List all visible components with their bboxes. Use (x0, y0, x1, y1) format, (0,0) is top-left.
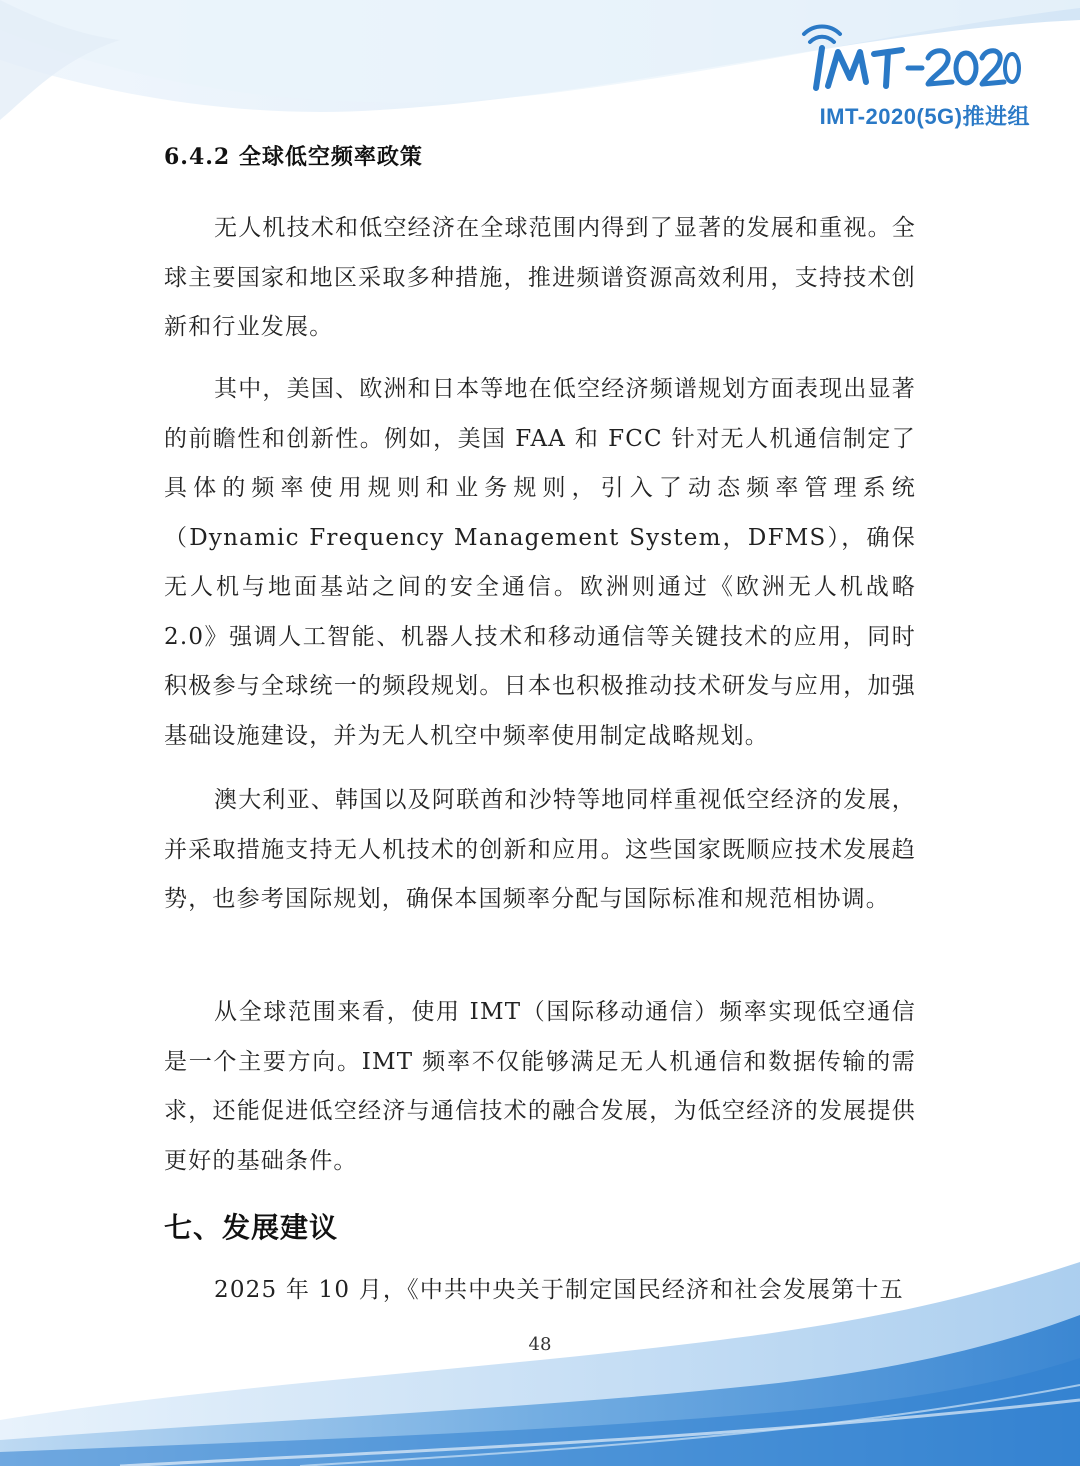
org-name: IMT-2020(5G)推进组 (819, 104, 1030, 129)
header-logo (770, 18, 1030, 138)
imt-2020-wifi-logo-icon (794, 18, 1022, 96)
paragraph-2: 其中，美国、欧洲和日本等地在低空经济频谱规划方面表现出显著的前瞻性和创新性。例如，美国 FAA 和 FCC 针对无人机通信制定了具体的频率使用规则和业务规则，引入了动态频率管理系统（Dynamic Frequency Management System，DFMS），确保无人机与地面基站之间的安全通信。欧洲则通过《欧洲无人机战略 2.0》强调人工智能、机器人技术和移动通信等关键技术的应用，同时积极参与全球统一的频段规划。日本也积极推动技术研发与应用，加强基础设施建设，并为无人机空中频率使用制定战略规划。 (164, 376, 916, 749)
chapter-first-line: 2025 年 10 月，《中共中央关于制定国民经济和社会发展第十五 (214, 1277, 904, 1303)
section-subheading: 6.4.2 全球低空频率政策 (164, 144, 423, 170)
paragraph-1: 无人机技术和低空经济在全球范围内得到了显著的发展和重视。全球主要国家和地区采取多种措施，推进频谱资源高效利用，支持技术创新和行业发展。 (164, 215, 916, 340)
page-number: 48 (528, 1334, 552, 1355)
chapter-heading: 七、发展建议 (164, 1211, 339, 1244)
paragraph-3: 澳大利亚、韩国以及阿联酋和沙特等地同样重视低空经济的发展，并采取措施支持无人机技术的创新和应用。这些国家既顺应技术发展趋势，也参考国际规划，确保本国频率分配与国际标准和规范相协调。 (164, 787, 916, 912)
paragraph-4: 从全球范围来看，使用 IMT（国际移动通信）频率实现低空通信是一个主要方向。IMT 频率不仅能够满足无人机通信和数据传输的需求，还能促进低空经济与通信技术的融合发展，为低空经济的发展提供更好的基础条件。 (164, 999, 916, 1174)
